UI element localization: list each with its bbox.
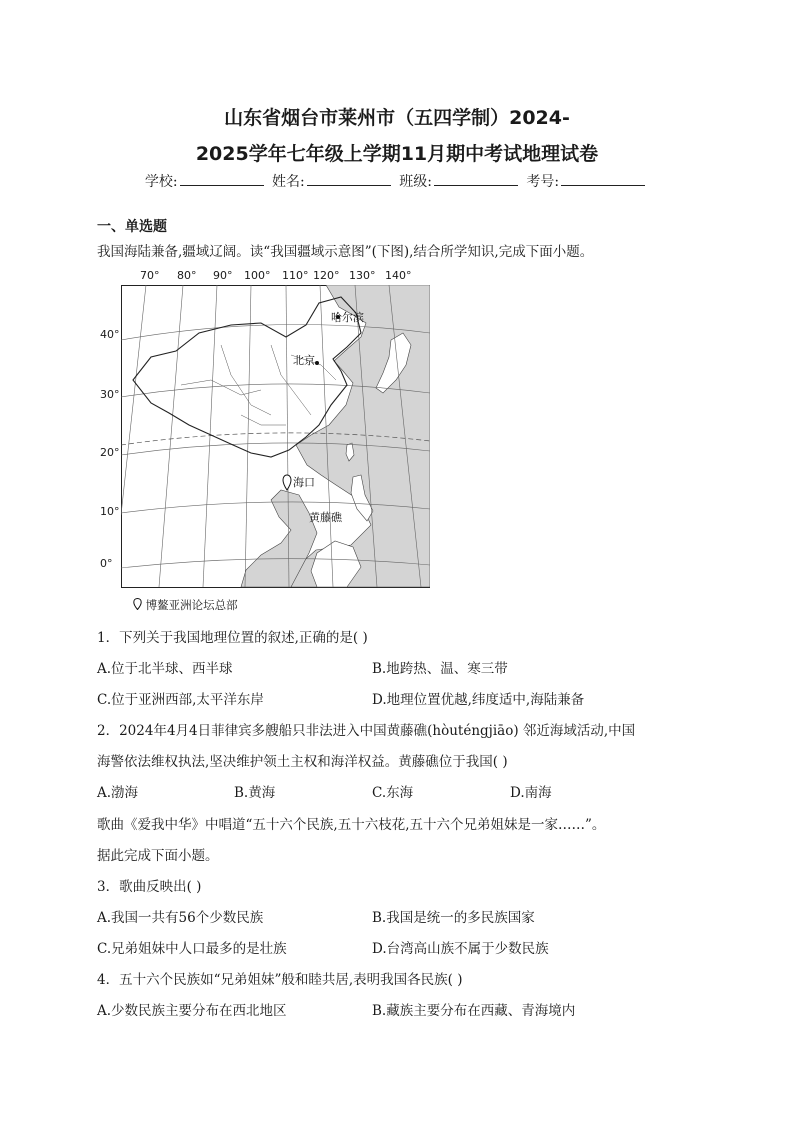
reef-label: 黄藤礁 bbox=[309, 511, 342, 524]
harbin-label: 哈尔滨 bbox=[331, 311, 364, 324]
exam-title-line1: 山东省烟台市莱州市（五四学制）2024- bbox=[224, 107, 570, 129]
map-legend bbox=[133, 597, 238, 613]
question-4-stem: 4．五十六个民族如“兄弟姐妹”般和睦共居,表明我国各民族( ) bbox=[97, 972, 463, 988]
school-blank[interactable] bbox=[180, 173, 264, 186]
lon-label-70: 70° bbox=[140, 269, 160, 282]
q1-option-c[interactable]: C.位于亚洲西部,太平洋东岸 bbox=[97, 692, 264, 708]
exam-number-blank[interactable] bbox=[561, 173, 645, 186]
class-label: 班级: bbox=[399, 174, 432, 190]
q1-option-d[interactable]: D.地理位置优越,纬度适中,海陆兼备 bbox=[372, 692, 585, 708]
location-pin-icon bbox=[133, 598, 142, 610]
intro-text-2-line2: 据此完成下面小题。 bbox=[97, 848, 219, 864]
question-1-stem: 1．下列关于我国地理位置的叙述,正确的是( ) bbox=[97, 630, 368, 646]
student-info-row bbox=[0, 171, 794, 191]
question-2-stem-line2: 海警依法维权执法,坚决维护领土主权和海洋权益。黄藤礁位于我国( ) bbox=[97, 754, 508, 770]
lat-label-0: 0° bbox=[100, 557, 113, 570]
lat-label-20: 20° bbox=[100, 446, 120, 459]
beijing-label: 北京 bbox=[293, 354, 315, 367]
q3-option-b[interactable]: B.我国是统一的多民族国家 bbox=[372, 910, 535, 926]
lon-label-130: 130° bbox=[349, 269, 376, 282]
lon-label-140: 140° bbox=[385, 269, 412, 282]
intro-text-1: 我国海陆兼备,疆域辽阔。读“我国疆域示意图”(下图),结合所学知识,完成下面小题。 bbox=[97, 244, 594, 260]
lat-label-40: 40° bbox=[100, 328, 120, 341]
lon-label-110: 110° bbox=[282, 269, 309, 282]
lat-label-10: 10° bbox=[100, 505, 120, 518]
q2-option-d[interactable]: D.南海 bbox=[510, 785, 552, 801]
intro-text-2-line1: 歌曲《爱我中华》中唱道“五十六个民族,五十六枝花,五十六个兄弟姐妹是一家……”。 bbox=[97, 817, 606, 833]
exam-title-line2: 2025学年七年级上学期11月期中考试地理试卷 bbox=[195, 143, 599, 165]
section-title: 一、单选题 bbox=[97, 219, 167, 235]
lon-label-90: 90° bbox=[213, 269, 233, 282]
lon-label-80: 80° bbox=[177, 269, 197, 282]
exam-number-label: 考号: bbox=[526, 174, 560, 190]
question-2-stem-line1: 2．2024年4月4日菲律宾多艘船只非法进入中国黄藤礁(hòuténgjiāo) 邻近海域活动,中国 bbox=[97, 723, 636, 739]
q3-option-a[interactable]: A.我国一共有56个少数民族 bbox=[97, 910, 264, 926]
school-label: 学校: bbox=[144, 174, 178, 190]
haikou-label: 海口 bbox=[293, 476, 315, 489]
map-caption: 博鳌亚洲论坛总部 bbox=[145, 598, 238, 612]
name-label: 姓名: bbox=[272, 174, 305, 190]
q4-option-b[interactable]: B.藏族主要分布在西藏、青海境内 bbox=[372, 1003, 576, 1019]
q2-option-b[interactable]: B.黄海 bbox=[234, 785, 276, 801]
q3-option-c[interactable]: C.兄弟姐妹中人口最多的是壮族 bbox=[97, 941, 287, 957]
q3-option-d[interactable]: D.台湾高山族不属于少数民族 bbox=[372, 941, 549, 957]
q2-option-c[interactable]: C.东海 bbox=[372, 785, 414, 801]
q1-option-b[interactable]: B.地跨热、温、寒三带 bbox=[372, 661, 508, 677]
name-blank[interactable] bbox=[307, 173, 391, 186]
q4-option-a[interactable]: A.少数民族主要分布在西北地区 bbox=[97, 1003, 287, 1019]
beijing-marker bbox=[315, 361, 319, 365]
question-3-stem: 3．歌曲反映出( ) bbox=[97, 879, 202, 895]
lon-label-120: 120° bbox=[313, 269, 340, 282]
q1-option-a[interactable]: A.位于北半球、西半球 bbox=[97, 661, 233, 677]
lon-label-100: 100° bbox=[244, 269, 271, 282]
lat-label-30: 30° bbox=[100, 388, 120, 401]
class-blank[interactable] bbox=[434, 173, 518, 186]
china-territory-map bbox=[121, 285, 430, 588]
q2-option-a[interactable]: A.渤海 bbox=[97, 785, 139, 801]
